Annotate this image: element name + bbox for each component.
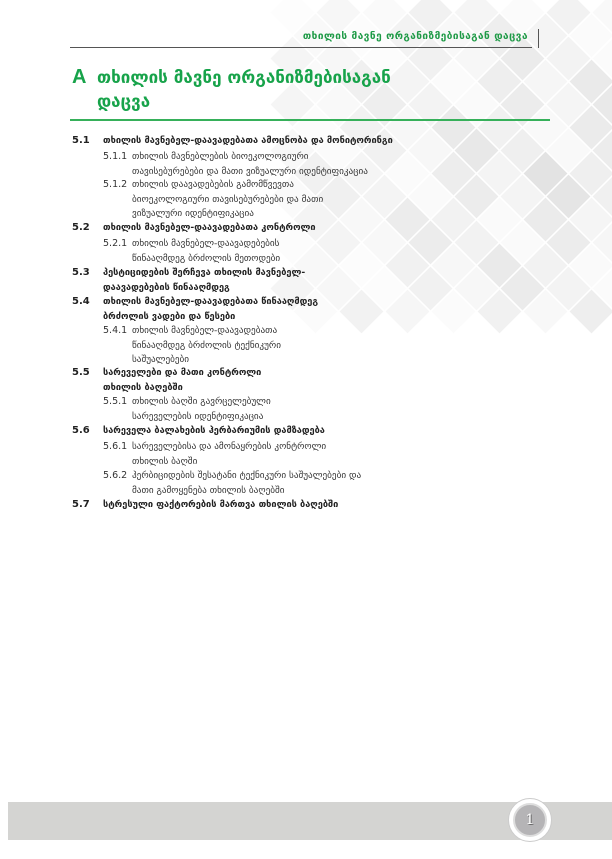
toc-entry-title-line: ვიზუალური იდენტიფიკაცია xyxy=(132,208,254,219)
toc-entry-title-line: თხილის ბაღებში xyxy=(103,381,183,393)
toc-entry-title-line: სარეველებისა და ამონაყრების კონტროლი xyxy=(132,441,327,452)
toc-entry-title-line: თხილის დაავადებების გამომწვევთა xyxy=(132,179,294,190)
toc-entry-title-line: პესტიციდების შერჩევა თხილის მავნებელ- xyxy=(103,267,306,278)
toc-entry-title-line: თხილის ბაღში გავრცელებული xyxy=(132,396,271,407)
toc-entry-title-line: მათი გამოყენება თხილის ბაღებში xyxy=(132,484,285,496)
toc-entry-number: 5.2 xyxy=(72,222,90,233)
toc-entry-title-line: სარეველების იდენტიფიკაცია xyxy=(132,410,264,422)
toc-entry-title-line: თავისებურებები და მათი ვიზუალური იდენტიფიკაცია xyxy=(132,165,368,177)
toc-entry-title-line: თხილის მავნებელ-დაავადებათა ამოცნობა და მონიტორინგი xyxy=(103,135,393,146)
toc-entry-title-line: თხილის მავნებელ-დაავადებათა xyxy=(132,325,278,336)
toc-entry-title xyxy=(132,440,326,469)
toc-entry-title-line: სარეველა ბალახების ჰერბარიუმის დამზადება xyxy=(103,425,325,436)
toc-entry-title-line: თხილის ბაღში xyxy=(132,455,198,467)
toc-entry-number: 5.7 xyxy=(72,499,90,510)
toc-entry-title xyxy=(103,498,338,513)
running-header: თხილის მავნე ორგანიზმებისაგან დაცვა xyxy=(302,31,528,42)
toc-entry-number: 5.1.1 xyxy=(103,151,128,162)
toc-entry-title xyxy=(132,150,368,179)
toc-entry-number: 5.6 xyxy=(72,425,90,436)
chapter-letter: A xyxy=(72,66,87,88)
toc-entry-number: 5.4.1 xyxy=(103,325,128,336)
toc-entry-number: 5.1 xyxy=(72,135,90,146)
chapter-title-line: დაცვა xyxy=(97,92,151,112)
toc-entry-title-line: სტრესული ფაქტორების მართვა თხილის ბაღებში xyxy=(103,499,339,510)
chapter-title xyxy=(97,66,391,114)
toc-entry-number: 5.1.2 xyxy=(103,179,128,190)
toc-entry-number: 5.3 xyxy=(72,267,90,278)
toc-entry-title-line: ჰერბიციდების შესატანი ტექნიკური საშუალებები და xyxy=(132,470,362,481)
header-vertical-rule xyxy=(538,29,539,48)
toc-entry-number: 5.2.1 xyxy=(103,238,128,249)
toc-entry-title-line: სარეველები და მათი კონტროლი xyxy=(103,367,262,378)
toc-entry-title xyxy=(132,178,323,222)
toc-entry-title-line: თხილის მავნებლების ბიოეკოლოგიური xyxy=(132,151,309,162)
toc-entry-title xyxy=(103,134,393,149)
toc-entry-title-line: თხილის მავნებელ-დაავადებათა წინააღმდეგ xyxy=(103,296,319,307)
header-rule xyxy=(70,47,532,48)
title-rule xyxy=(70,119,550,121)
toc-entry-title-line: წინააღმდეგ ბრძოლის ტექნიკური xyxy=(132,339,281,351)
toc-entry-number: 5.6.1 xyxy=(103,441,128,452)
toc-entry-title xyxy=(132,324,281,368)
toc-entry-title-line: წინააღმდეგ ბრძოლის მეთოდები xyxy=(132,252,281,264)
toc-entry-title xyxy=(132,469,361,498)
toc-entry-title xyxy=(132,395,271,424)
chapter-title-line: თხილის მავნე ორგანიზმებისაგან xyxy=(97,68,391,88)
toc-entry-title-line: ბრძოლის ვადები და წესები xyxy=(103,310,236,322)
toc-entry-number: 5.5 xyxy=(72,367,90,378)
toc-entry-title xyxy=(132,237,280,266)
toc-entry-title xyxy=(103,366,261,395)
toc-entry-number: 5.4 xyxy=(72,296,90,307)
page-number: 1 xyxy=(525,812,535,828)
toc-entry-number: 5.6.2 xyxy=(103,470,128,481)
toc-entry-title-line: თხილის მავნებელ-დაავადებათა კონტროლი xyxy=(103,222,316,233)
toc-entry-title xyxy=(103,424,325,439)
toc-entry-title-line: დაავადებების წინააღმდეგ xyxy=(103,281,230,293)
toc-entry-title xyxy=(103,295,318,324)
toc-entry-title-line: თხილის მავნებელ-დაავადებების xyxy=(132,238,280,249)
page-number-badge xyxy=(508,798,552,842)
toc-entry-title xyxy=(103,266,305,295)
toc-entry-title-line: საშუალებები xyxy=(132,354,190,365)
toc-entry-number: 5.5.1 xyxy=(103,396,128,407)
toc-entry-title-line: ბიოეკოლოგიური თავისებურებები და მათი xyxy=(132,193,324,205)
toc-entry-title xyxy=(103,221,316,236)
